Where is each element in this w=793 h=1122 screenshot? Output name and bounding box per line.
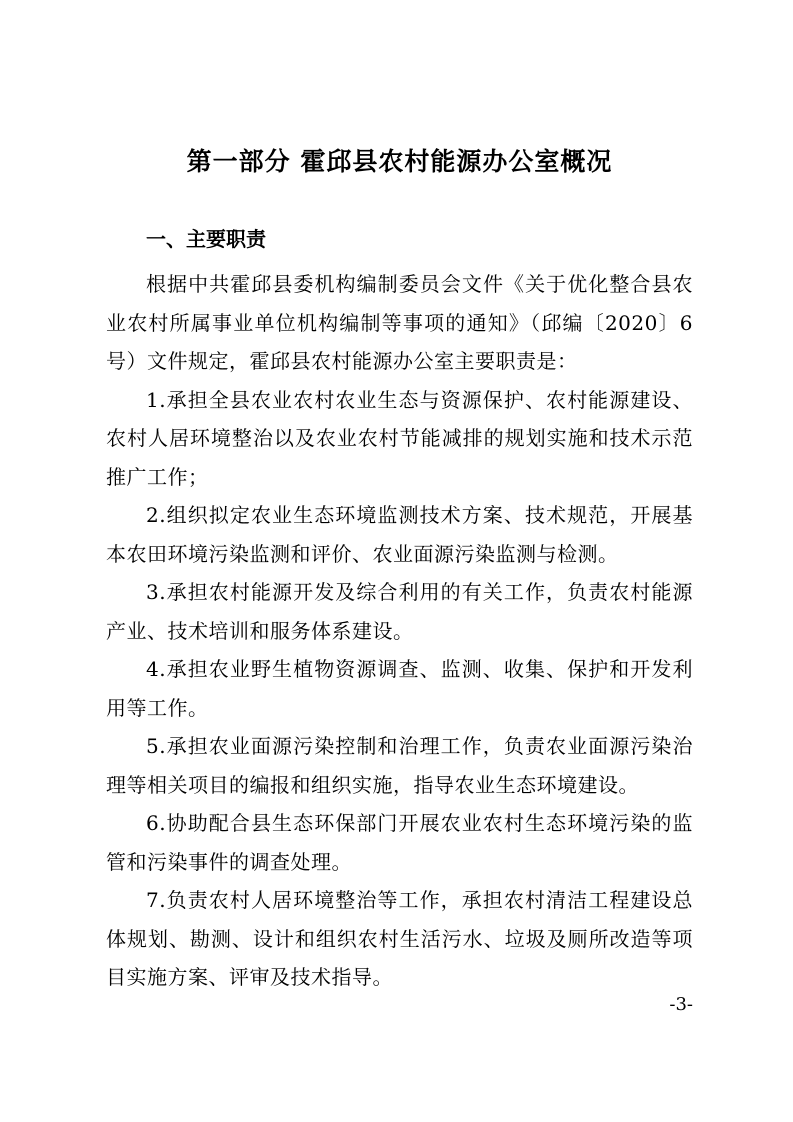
duty-item-2: 2.组织拟定农业生态环境监测技术方案、技术规范，开展基本农田环境污染监测和评价、农业面源污染监测与检测。 [106,503,693,566]
document-body [106,265,693,997]
section-heading: 一、主要职责 [146,227,266,251]
duty-item-4: 4.承担农业野生植物资源调查、监测、收集、保护和开发利用等工作。 [106,657,693,720]
page-number: -3- [669,994,693,1015]
duty-item-5: 5.承担农业面源污染控制和治理工作，负责农业面源污染治理等相关项目的编报和组织实施，指导农业生态环境建设。 [106,734,693,797]
page-title: 第一部分 霍邱县农村能源办公室概况 [186,147,613,176]
paragraph-intro: 根据中共霍邱县委机构编制委员会文件《关于优化整合县农业农村所属事业单位机构编制等事项的通知》（邱编〔2020〕6号）文件规定，霍邱县农村能源办公室主要职责是： [106,272,693,373]
duty-item-6: 6.协助配合县生态环保部门开展农业农村生态环境污染的监管和污染事件的调查处理。 [106,811,693,874]
duty-item-1: 1.承担全县农业农村农业生态与资源保护、农村能源建设、农村人居环境整治以及农业农村节能减排的规划实施和技术示范推广工作； [106,387,693,489]
duty-item-7: 7.负责农村人居环境整治等工作，承担农村清洁工程建设总体规划、勘测、设计和组织农村生活污水、垃圾及厕所改造等项目实施方案、评审及技术指导。 [106,888,693,989]
duty-item-3: 3.承担农村能源开发及综合利用的有关工作，负责农村能源产业、技术培训和服务体系建设。 [106,580,693,643]
